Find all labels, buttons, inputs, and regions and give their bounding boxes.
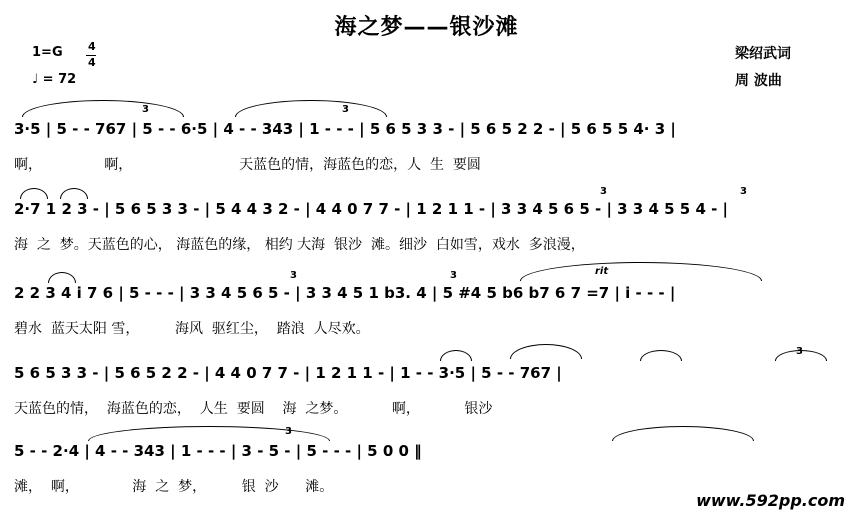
notation-line: 5 6 5 3 3 - | 5 6 5 2 2 - | 4 4 0 7 7 - | 1 2 1 1 - | 1 - - 3·5 | 5 - - 767 | bbox=[14, 364, 562, 382]
lyrics-line: 碧水 蓝天太阳 雪， 海风 驱红尘， 踏浪 人尽欢。 bbox=[14, 321, 370, 337]
triplet-mark: 3 bbox=[142, 104, 149, 115]
key-signature: 1=G bbox=[32, 45, 63, 60]
triplet-mark: 3 bbox=[290, 270, 297, 281]
triplet-mark: 3 bbox=[450, 270, 457, 281]
triplet-mark: 3 bbox=[796, 346, 803, 357]
slur bbox=[235, 100, 387, 117]
slur bbox=[20, 188, 48, 199]
notation-line: 2·7 1 2 3 - | 5 6 5 3 3 - | 5 4 4 3 2 - | 4 4 0 7 7 - | 1 2 1 1 - | 3 3 4 5 6 5 - | 3 3 4 5 5 4 - | bbox=[14, 200, 729, 218]
slur bbox=[440, 350, 472, 361]
ritardando-mark: rit bbox=[595, 266, 609, 277]
lyrics-line: 天蓝色的情， 海蓝色的恋， 人生 要圆 海 之梦。 啊， 银沙 bbox=[14, 401, 493, 417]
triplet-mark: 3 bbox=[285, 426, 292, 437]
watermark: www.592pp.com bbox=[696, 491, 845, 510]
notation-line: 5 - - 2·4 | 4 - - 343 | 1 - - - | 3 - 5 - | 5 - - - | 5 0 0 ‖ bbox=[14, 442, 422, 460]
staff-line-4 bbox=[0, 346, 853, 424]
staff-line-1 bbox=[0, 104, 853, 180]
tempo-marking: ♩ = 72 bbox=[32, 72, 77, 87]
lyrics-line: 滩， 啊， 海 之 梦， 银 沙 滩。 bbox=[14, 479, 334, 495]
slur bbox=[640, 350, 682, 361]
notation-line: 2 2 3 4 i 7 6 | 5 - - - | 3 3 4 5 6 5 - | 3 3 4 5 1 b3. 4 | 5 #4 5 b6 b7 6 7 =7 | i - - - | bbox=[14, 284, 676, 302]
notation-line: 3·5 | 5 - - 767 | 5 - - 6·5 | 4 - - 343 | 1 - - - | 5 6 5 3 3 - | 5 6 5 2 2 - | 5 6 5 5 4· 3 | bbox=[14, 120, 676, 138]
slur bbox=[60, 188, 88, 199]
lyrics-line: 啊， 啊， 天蓝色的情，海蓝色的恋，人 生 要圆 bbox=[14, 157, 481, 173]
slur bbox=[520, 262, 762, 281]
lyrics-line: 海 之 梦。天蓝色的心， 海蓝色的缘， 相约 大海 银沙 滩。细沙 白如雪，戏水 多浪漫， bbox=[14, 237, 585, 253]
triplet-mark: 3 bbox=[600, 186, 607, 197]
time-signature-top: 4 bbox=[88, 40, 96, 53]
composer-credit: 周 波曲 bbox=[735, 73, 782, 89]
slur bbox=[88, 426, 330, 441]
slur bbox=[612, 426, 754, 441]
slur bbox=[22, 100, 184, 117]
song-title: 海之梦——银沙滩 bbox=[334, 15, 519, 40]
triplet-mark: 3 bbox=[342, 104, 349, 115]
slur bbox=[48, 272, 76, 283]
slur bbox=[510, 344, 582, 359]
staff-line-2 bbox=[0, 186, 853, 260]
staff-line-3 bbox=[0, 266, 853, 344]
lyricist-credit: 梁绍武词 bbox=[735, 46, 791, 62]
time-signature-bottom: 4 bbox=[88, 56, 96, 69]
triplet-mark: 3 bbox=[740, 186, 747, 197]
